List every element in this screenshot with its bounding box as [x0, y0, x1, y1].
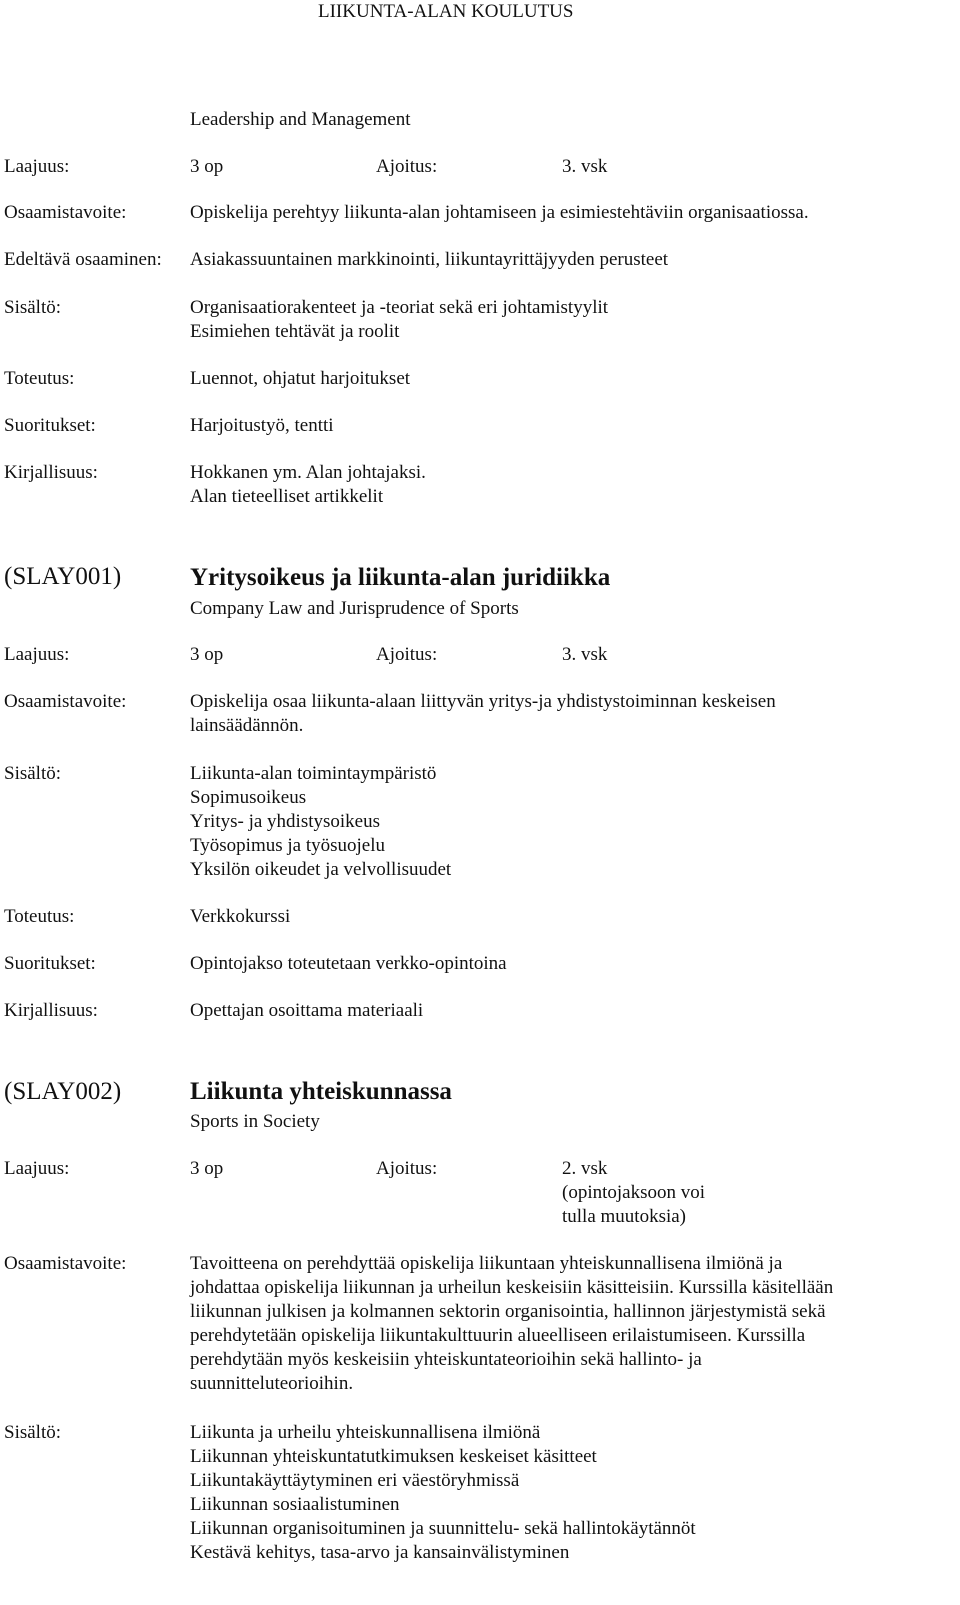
- sisalto-line: Kestävä kehitys, tasa-arvo ja kansainvälistyminen: [190, 1542, 570, 1563]
- kirjallisuus-list: [190, 461, 426, 509]
- sisalto-line: Yksilön oikeudet ja velvollisuudet: [190, 859, 452, 880]
- sisalto-line: Esimiehen tehtävät ja roolit: [190, 321, 400, 342]
- sisalto-line: Sopimusoikeus: [190, 787, 307, 808]
- toteutus-label: Toteutus:: [4, 906, 75, 927]
- sisalto-label: Sisältö:: [4, 763, 62, 784]
- toteutus-label: Toteutus:: [4, 368, 75, 389]
- sisalto-line: Liikunnan sosiaalistuminen: [190, 1494, 400, 1515]
- kirjallisuus-value: Opettajan osoittama materiaali: [190, 1000, 424, 1021]
- course-title: Liikunta yhteiskunnassa: [190, 1078, 452, 1105]
- sisalto-label: Sisältö:: [4, 297, 62, 318]
- page-header-title: LIIKUNTA-ALAN KOULUTUS: [318, 1, 574, 22]
- sisalto-label: Sisältö:: [4, 1422, 62, 1443]
- kirjallisuus-line: Alan tieteelliset artikkelit: [190, 486, 384, 507]
- osaamistavoite-label: Osaamistavoite:: [4, 202, 127, 223]
- ajoitus-line: tulla muutoksia): [562, 1206, 687, 1227]
- course-title-en: Leadership and Management: [190, 109, 411, 130]
- osaamistavoite-line: perehdytetään opiskelija liikuntakulttuurin alueelliseen erilaistumiseen. Kurssilla: [190, 1325, 806, 1346]
- suoritukset-label: Suoritukset:: [4, 953, 96, 974]
- ajoitus-label: Ajoitus:: [376, 1158, 438, 1179]
- ajoitus-line: (opintojaksoon voi: [562, 1182, 706, 1203]
- toteutus-value: Luennot, ohjatut harjoitukset: [190, 368, 411, 389]
- sisalto-list: [190, 762, 451, 882]
- laajuus-label: Laajuus:: [4, 1158, 70, 1179]
- course-title-en: Sports in Society: [190, 1111, 320, 1132]
- toteutus-value: Verkkokurssi: [190, 906, 291, 927]
- sisalto-line: Liikunta-alan toimintaympäristö: [190, 763, 437, 784]
- osaamistavoite-line: suunnitteluteorioihin.: [190, 1373, 354, 1394]
- osaamistavoite-label: Osaamistavoite:: [4, 1253, 127, 1274]
- course-title: Yritysoikeus ja liikunta-alan juridiikka: [190, 564, 611, 591]
- kirjallisuus-label: Kirjallisuus:: [4, 1000, 98, 1021]
- sisalto-line: Liikunnan yhteiskuntatutkimuksen keskeiset käsitteet: [190, 1446, 597, 1467]
- course-title-en: Company Law and Jurisprudence of Sports: [190, 598, 519, 619]
- edeltava-label: Edeltävä osaaminen:: [4, 249, 162, 270]
- osaamistavoite-value: Opiskelija perehtyy liikunta-alan johtamiseen ja esimiestehtäviin organisaatiossa.: [190, 202, 809, 223]
- laajuus-label: Laajuus:: [4, 644, 70, 665]
- ajoitus-line: 2. vsk: [562, 1158, 608, 1179]
- sisalto-line: Yritys- ja yhdistysoikeus: [190, 811, 380, 832]
- osaamistavoite-label: Osaamistavoite:: [4, 691, 127, 712]
- sisalto-line: Liikunta ja urheilu yhteiskunnallisena ilmiönä: [190, 1422, 541, 1443]
- course-code: (SLAY001): [4, 563, 122, 590]
- sisalto-list: [190, 1421, 696, 1565]
- kirjallisuus-label: Kirjallisuus:: [4, 462, 98, 483]
- osaamistavoite-text: [190, 1252, 833, 1396]
- sisalto-list: [190, 296, 608, 344]
- ajoitus-value: 3. vsk: [562, 156, 608, 177]
- osaamistavoite-line: Opiskelija osaa liikunta-alaan liittyvän yritys-ja yhdistystoiminnan keskeisen: [190, 691, 776, 712]
- osaamistavoite-line: liikunnan julkisen ja kolmannen sektorin organisointia, hallinnon järjestymistä sekä: [190, 1301, 826, 1322]
- sisalto-line: Liikuntakäyttäytyminen eri väestöryhmissä: [190, 1470, 520, 1491]
- ajoitus-value: [562, 1157, 705, 1229]
- suoritukset-value: Harjoitustyö, tentti: [190, 415, 334, 436]
- laajuus-value: 3 op: [190, 156, 224, 177]
- ajoitus-value: 3. vsk: [562, 644, 608, 665]
- osaamistavoite-line: johdattaa opiskelija liikunnan ja urheilun keskeisiin käsitteisiin. Kurssilla käsitellään: [190, 1277, 834, 1298]
- ajoitus-label: Ajoitus:: [376, 156, 438, 177]
- osaamistavoite-line: lainsäädännön.: [190, 715, 304, 736]
- course-code: (SLAY002): [4, 1078, 122, 1105]
- osaamistavoite-line: Tavoitteena on perehdyttää opiskelija liikuntaan yhteiskunnallisena ilmiönä ja: [190, 1253, 783, 1274]
- laajuus-value: 3 op: [190, 644, 224, 665]
- sisalto-line: Työsopimus ja työsuojelu: [190, 835, 386, 856]
- osaamistavoite-text: [190, 690, 776, 738]
- ajoitus-label: Ajoitus:: [376, 644, 438, 665]
- sisalto-line: Liikunnan organisoituminen ja suunnittelu- sekä hallintokäytännöt: [190, 1518, 696, 1539]
- osaamistavoite-line: perehdytään myös keskeisiin yhteiskuntateorioihin sekä hallinto- ja: [190, 1349, 702, 1370]
- sisalto-line: Organisaatiorakenteet ja -teoriat sekä eri johtamistyylit: [190, 297, 609, 318]
- laajuus-value: 3 op: [190, 1158, 224, 1179]
- kirjallisuus-line: Hokkanen ym. Alan johtajaksi.: [190, 462, 426, 483]
- suoritukset-label: Suoritukset:: [4, 415, 96, 436]
- laajuus-label: Laajuus:: [4, 156, 70, 177]
- edeltava-value: Asiakassuuntainen markkinointi, liikuntayrittäjyyden perusteet: [190, 249, 669, 270]
- suoritukset-value: Opintojakso toteutetaan verkko-opintoina: [190, 953, 507, 974]
